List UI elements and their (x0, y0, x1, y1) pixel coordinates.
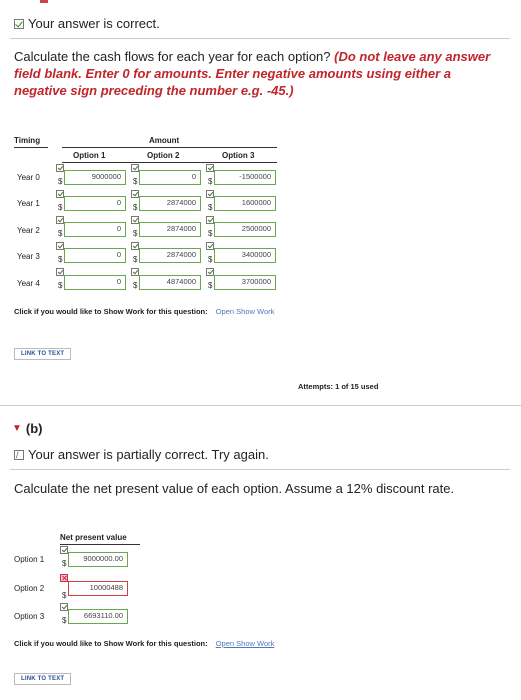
cash-flow-input-y0-o2[interactable]: 0 (139, 170, 201, 185)
currency-sign: $ (133, 255, 138, 264)
cash-flow-input-y4-o1[interactable]: 0 (64, 275, 126, 290)
cash-flow-input-y0-o1[interactable]: 9000000 (64, 170, 126, 185)
feedback-text: Your answer is partially correct. Try again. (28, 447, 269, 462)
instruction-red: (Do not leave any answer field blank. Enter 0 for amounts. Enter negative amounts using either a negative sign preceding the number e.g. -45.) (14, 49, 491, 98)
row-label-year-3: Year 3 (17, 252, 40, 261)
correct-check-icon (56, 190, 64, 198)
correct-check-icon (56, 164, 64, 172)
row-label-year-2: Year 2 (17, 226, 40, 235)
row-label-year-4: Year 4 (17, 279, 40, 288)
attempts-counter: Attempts: 1 of 15 used (298, 382, 379, 391)
part-b-divider (10, 469, 510, 470)
currency-sign: $ (58, 203, 63, 212)
cash-flow-input-y1-o1[interactable]: 0 (64, 196, 126, 211)
cash-flow-input-y2-o2[interactable]: 2874000 (139, 222, 201, 237)
currency-sign: $ (58, 229, 63, 238)
currency-sign: $ (58, 255, 63, 264)
npv-label-option-2: Option 2 (14, 584, 45, 593)
top-cropped-edge (40, 0, 48, 3)
currency-sign: $ (208, 229, 213, 238)
correct-check-icon (60, 546, 68, 554)
currency-sign: $ (62, 591, 67, 600)
correct-check-icon (131, 216, 139, 224)
correct-check-icon (56, 268, 64, 276)
correct-check-icon (131, 164, 139, 172)
currency-sign: $ (62, 616, 67, 625)
correct-check-icon (206, 190, 214, 198)
show-work-row: Click if you would like to Show Work for this question: Open Show Work (14, 639, 275, 648)
part-a-divider (10, 38, 510, 39)
correct-check-icon (56, 242, 64, 250)
correct-check-icon (131, 268, 139, 276)
cash-flow-input-y4-o2[interactable]: 4874000 (139, 275, 201, 290)
part-a-feedback (14, 16, 160, 31)
correct-check-icon (206, 242, 214, 250)
link-to-text-button[interactable]: LINK TO TEXT (14, 348, 71, 360)
correct-check-icon (131, 190, 139, 198)
partial-check-icon: / (14, 450, 24, 460)
part-b-feedback (14, 447, 269, 462)
open-show-work-link[interactable]: Open Show Work (215, 307, 275, 316)
correct-check-icon (60, 603, 68, 611)
link-to-text-button[interactable]: LINK TO TEXT (14, 673, 71, 685)
currency-sign: $ (58, 281, 63, 290)
cash-flow-input-y1-o3[interactable]: 1600000 (214, 196, 276, 211)
cash-flow-input-y4-o3[interactable]: 3700000 (214, 275, 276, 290)
currency-sign: $ (208, 281, 213, 290)
section-divider (0, 405, 521, 406)
part-a-question: Calculate the cash flows for each year for each option? (Do not leave any answer field blank. Enter 0 for amounts. Enter negative amounts using either a negative sign preceding the number e.g. -45.) (14, 49, 491, 98)
cash-flow-input-y2-o3[interactable]: 2500000 (214, 222, 276, 237)
amount-header: Amount (149, 136, 180, 145)
caret-down-icon[interactable]: ▼ (12, 423, 22, 434)
part-b-label: (b) (25, 421, 43, 436)
npv-input-option-1[interactable]: 9000000.00 (68, 552, 128, 567)
feedback-text: Your answer is correct. (28, 16, 160, 31)
col-header-option-2: Option 2 (147, 151, 180, 160)
currency-sign: $ (208, 203, 213, 212)
col-header-option-1: Option 1 (73, 151, 106, 160)
currency-sign: $ (133, 203, 138, 212)
col-header-underline (62, 162, 277, 163)
currency-sign: $ (208, 177, 213, 186)
npv-input-option-2[interactable]: 10000488 (68, 581, 128, 596)
correct-check-icon (14, 19, 24, 29)
show-work-row: Click if you would like to Show Work for this question: Open Show Work (14, 307, 275, 316)
cash-flow-input-y2-o1[interactable]: 0 (64, 222, 126, 237)
currency-sign: $ (133, 177, 138, 186)
npv-input-option-3[interactable]: 6693110.00 (68, 609, 128, 624)
timing-header: Timing (14, 136, 41, 145)
open-show-work-link[interactable]: Open Show Work (215, 639, 275, 648)
amount-underline (62, 147, 277, 148)
part-b-question: Calculate the net present value of each option. Assume a 12% discount rate. (14, 481, 455, 496)
currency-sign: $ (208, 255, 213, 264)
correct-check-icon (131, 242, 139, 250)
currency-sign: $ (62, 559, 67, 568)
cash-flow-input-y3-o2[interactable]: 2874000 (139, 248, 201, 263)
correct-check-icon (56, 216, 64, 224)
col-header-option-3: Option 3 (222, 151, 255, 160)
incorrect-x-icon (60, 574, 68, 582)
npv-header-underline (60, 544, 140, 545)
npv-header: Net present value (60, 533, 127, 542)
cash-flow-input-y3-o3[interactable]: 3400000 (214, 248, 276, 263)
correct-check-icon (206, 216, 214, 224)
cash-flow-input-y1-o2[interactable]: 2874000 (139, 196, 201, 211)
part-b-header[interactable] (12, 421, 43, 436)
npv-label-option-1: Option 1 (14, 555, 45, 564)
currency-sign: $ (133, 229, 138, 238)
cash-flow-input-y0-o3[interactable]: -1500000 (214, 170, 276, 185)
currency-sign: $ (58, 177, 63, 186)
correct-check-icon (206, 164, 214, 172)
cash-flow-input-y3-o1[interactable]: 0 (64, 248, 126, 263)
correct-check-icon (206, 268, 214, 276)
row-label-year-0: Year 0 (17, 173, 40, 182)
row-label-year-1: Year 1 (17, 199, 40, 208)
timing-underline (14, 147, 48, 148)
npv-label-option-3: Option 3 (14, 612, 45, 621)
currency-sign: $ (133, 281, 138, 290)
